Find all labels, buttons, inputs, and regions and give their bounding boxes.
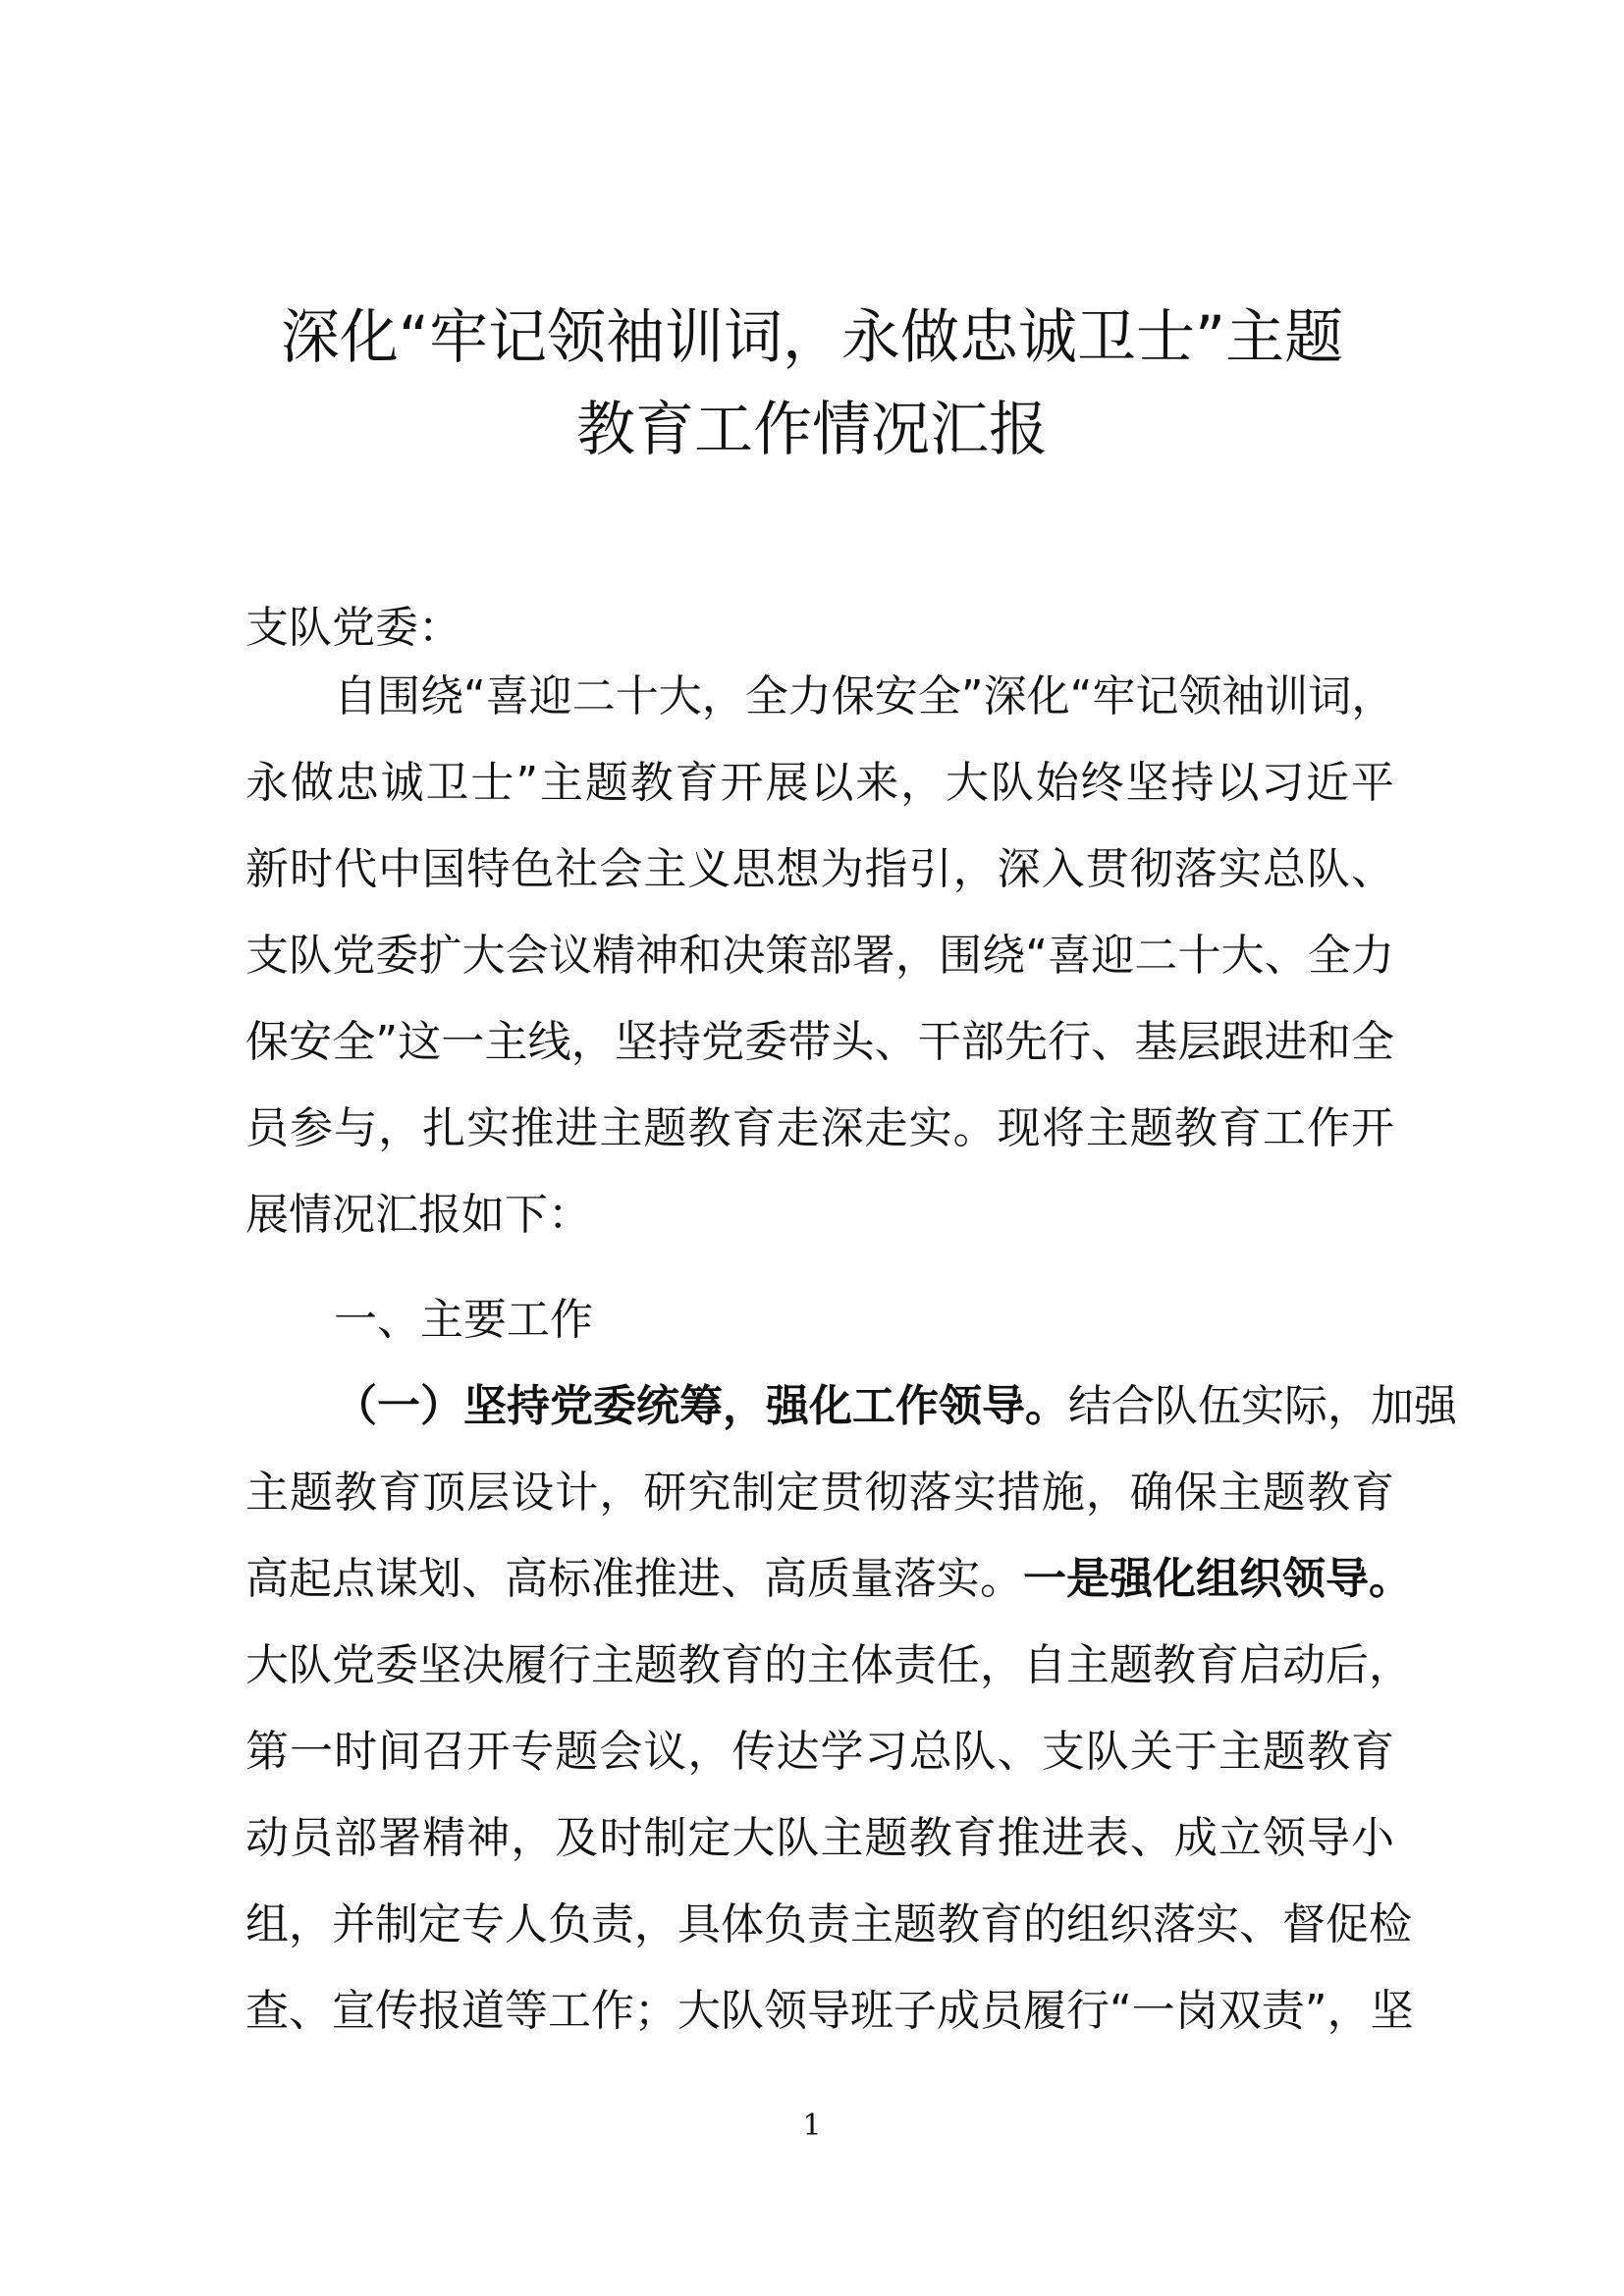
intro-line: 新时代中国特色社会主义思想为指引，深入贯彻落实总队、 [245, 844, 1394, 894]
intro-line: 保安全”这一主线，坚持党委带头、干部先行、基层跟进和全 [245, 1017, 1394, 1067]
section-heading: 一、主要工作 [334, 1295, 593, 1345]
subsection-line-1 [334, 1377, 1457, 1436]
subsection-line-2: 主题教育顶层设计，研究制定贯彻落实措施，确保主题教育 [245, 1468, 1394, 1518]
intro-line: 永做忠诚卫士”主题教育开展以来，大队始终坚持以习近平 [245, 758, 1394, 808]
body-line: 动员部署精神，及时制定大队主题教育推进表、成立领导小 [245, 1813, 1394, 1863]
body-line: 第一时间召开专题会议，传达学习总队、支队关于主题教育 [245, 1727, 1394, 1777]
body-line: 大队党委坚决履行主题教育的主体责任，自主题教育启动后， [245, 1640, 1412, 1690]
subsection-heading: （一）坚持党委统筹，强化工作领导。 [334, 1381, 1068, 1431]
subsection-line-1-text: 结合队伍实际，加强 [1068, 1381, 1457, 1431]
salutation: 支队党委： [245, 603, 461, 653]
emphasis-organization-leadership: 一是强化组织领导。 [1023, 1554, 1412, 1604]
body-line: 查、宣传报道等工作；大队领导班子成员履行“一岗双责”，坚 [245, 1986, 1414, 2036]
document-title-line-1: 深化“牢记领袖训词，永做忠诚卫士”主题 [280, 303, 1344, 372]
document-title-line-2: 教育工作情况汇报 [576, 396, 1048, 464]
intro-line: 员参与，扎实推进主题教育走深走实。现将主题教育工作开 [245, 1103, 1394, 1153]
intro-line: 自围绕“喜迎二十大，全力保安全”深化“牢记领袖训词， [334, 671, 1395, 721]
page-number: 1 [802, 2109, 822, 2143]
subsection-line-3-text: 高起点谋划、高标准推进、高质量落实。 [245, 1554, 1023, 1604]
intro-line: 支队党委扩大会议精神和决策部署，围绕“喜迎二十大、全力 [245, 931, 1394, 981]
body-line: 组，并制定专人负责，具体负责主题教育的组织落实、督促检 [245, 1899, 1412, 1949]
subsection-line-3 [245, 1550, 1412, 1609]
intro-line: 展情况汇报如下： [245, 1190, 591, 1240]
